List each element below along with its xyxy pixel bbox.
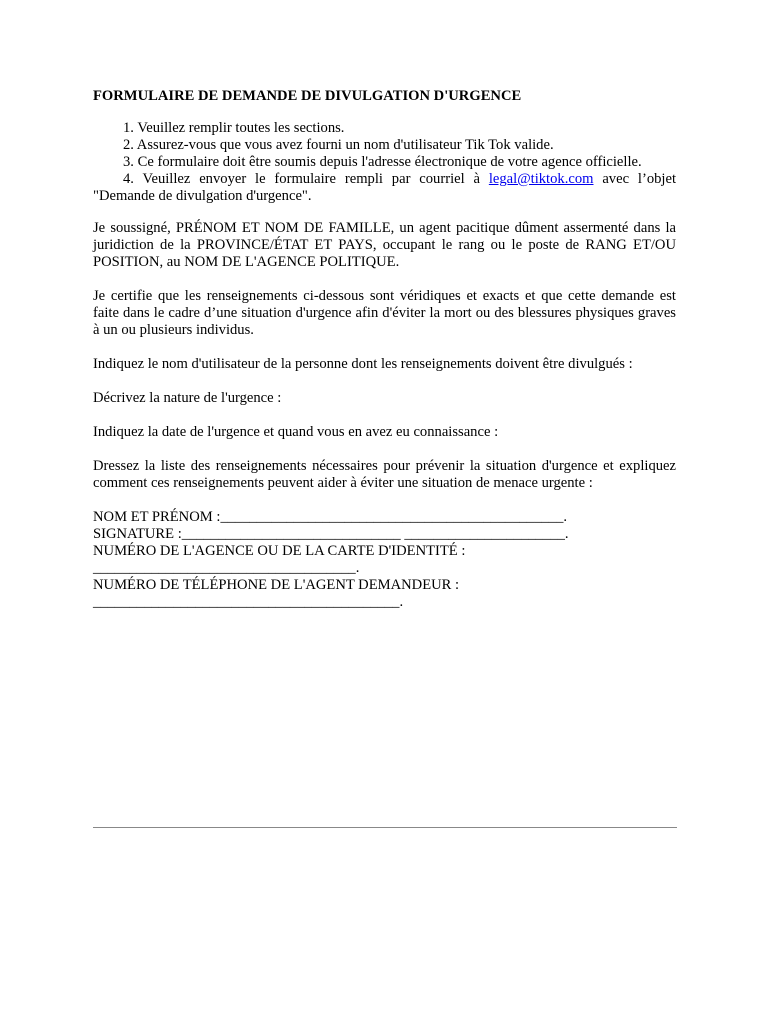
agency-number-blank: ____________________________________. bbox=[93, 560, 360, 576]
instruction-text: Ce formulaire doit être soumis depuis l'adresse électronique de votre agence officielle. bbox=[137, 154, 642, 170]
instruction-text-after: avec l’objet "Demande de divulgation d'urgence". bbox=[93, 171, 677, 204]
instruction-number: 1. bbox=[123, 120, 134, 136]
phone-number-blank: __________________________________________. bbox=[93, 594, 404, 610]
question-date: Indiquez la date de l'urgence et quand vous en avez eu connaissance : bbox=[93, 424, 499, 440]
certification-paragraph: Je certifie que les renseignements ci-dessous sont véridiques et exacts et que cette demande est faite dans le cadre d’une situation d'urgence afin d'éviter la mort ou des blessures physiques graves à un ou plusieurs individus. bbox=[93, 288, 676, 338]
instruction-text: Veuillez envoyer le formulaire rempli par courriel à bbox=[142, 171, 489, 187]
name-field: NOM ET PRÉNOM :_______________________________________________. bbox=[93, 509, 568, 525]
instruction-text: Veuillez remplir toutes les sections. bbox=[137, 120, 345, 136]
instruction-number: 4. bbox=[123, 171, 134, 187]
signature-field: SIGNATURE :______________________________ ______________________. bbox=[93, 526, 569, 542]
signature-fields bbox=[93, 509, 676, 611]
instruction-item bbox=[93, 154, 676, 171]
instruction-number: 3. bbox=[123, 154, 134, 170]
declaration-paragraph: Je soussigné, PRÉNOM ET NOM DE FAMILLE, un agent pacitique dûment assermenté dans la juridiction de la PROVINCE/ÉTAT ET PAYS, occupant le rang ou le poste de RANG ET/OU POSITION, au NOM DE L'AGENCE POLITIQUE. bbox=[93, 220, 676, 270]
question-username: Indiquez le nom d'utilisateur de la personne dont les renseignements doivent être divulgués : bbox=[93, 356, 633, 372]
question-nature: Décrivez la nature de l'urgence : bbox=[93, 390, 282, 406]
instruction-number: 2. bbox=[123, 137, 134, 153]
instruction-text: Assurez-vous que vous avez fourni un nom d'utilisateur Tik Tok valide. bbox=[136, 137, 554, 153]
footer-divider bbox=[93, 827, 677, 828]
instruction-item bbox=[93, 137, 676, 154]
email-link[interactable]: legal@tiktok.com bbox=[488, 171, 594, 187]
document-title: FORMULAIRE DE DEMANDE DE DIVULGATION D'URGENCE bbox=[93, 88, 522, 104]
phone-number-label: NUMÉRO DE TÉLÉPHONE DE L'AGENT DEMANDEUR : bbox=[93, 577, 460, 593]
question-list: Dressez la liste des renseignements nécessaires pour prévenir la situation d'urgence et expliquez comment ces renseignements peuvent aider à éviter une situation de menace urgente : bbox=[93, 458, 676, 491]
agency-number-label: NUMÉRO DE L'AGENCE OU DE LA CARTE D'IDENTITÉ : bbox=[93, 543, 466, 559]
document-page bbox=[93, 88, 676, 611]
instructions-list bbox=[93, 120, 676, 205]
instruction-item bbox=[93, 171, 676, 205]
instruction-item bbox=[93, 120, 676, 137]
